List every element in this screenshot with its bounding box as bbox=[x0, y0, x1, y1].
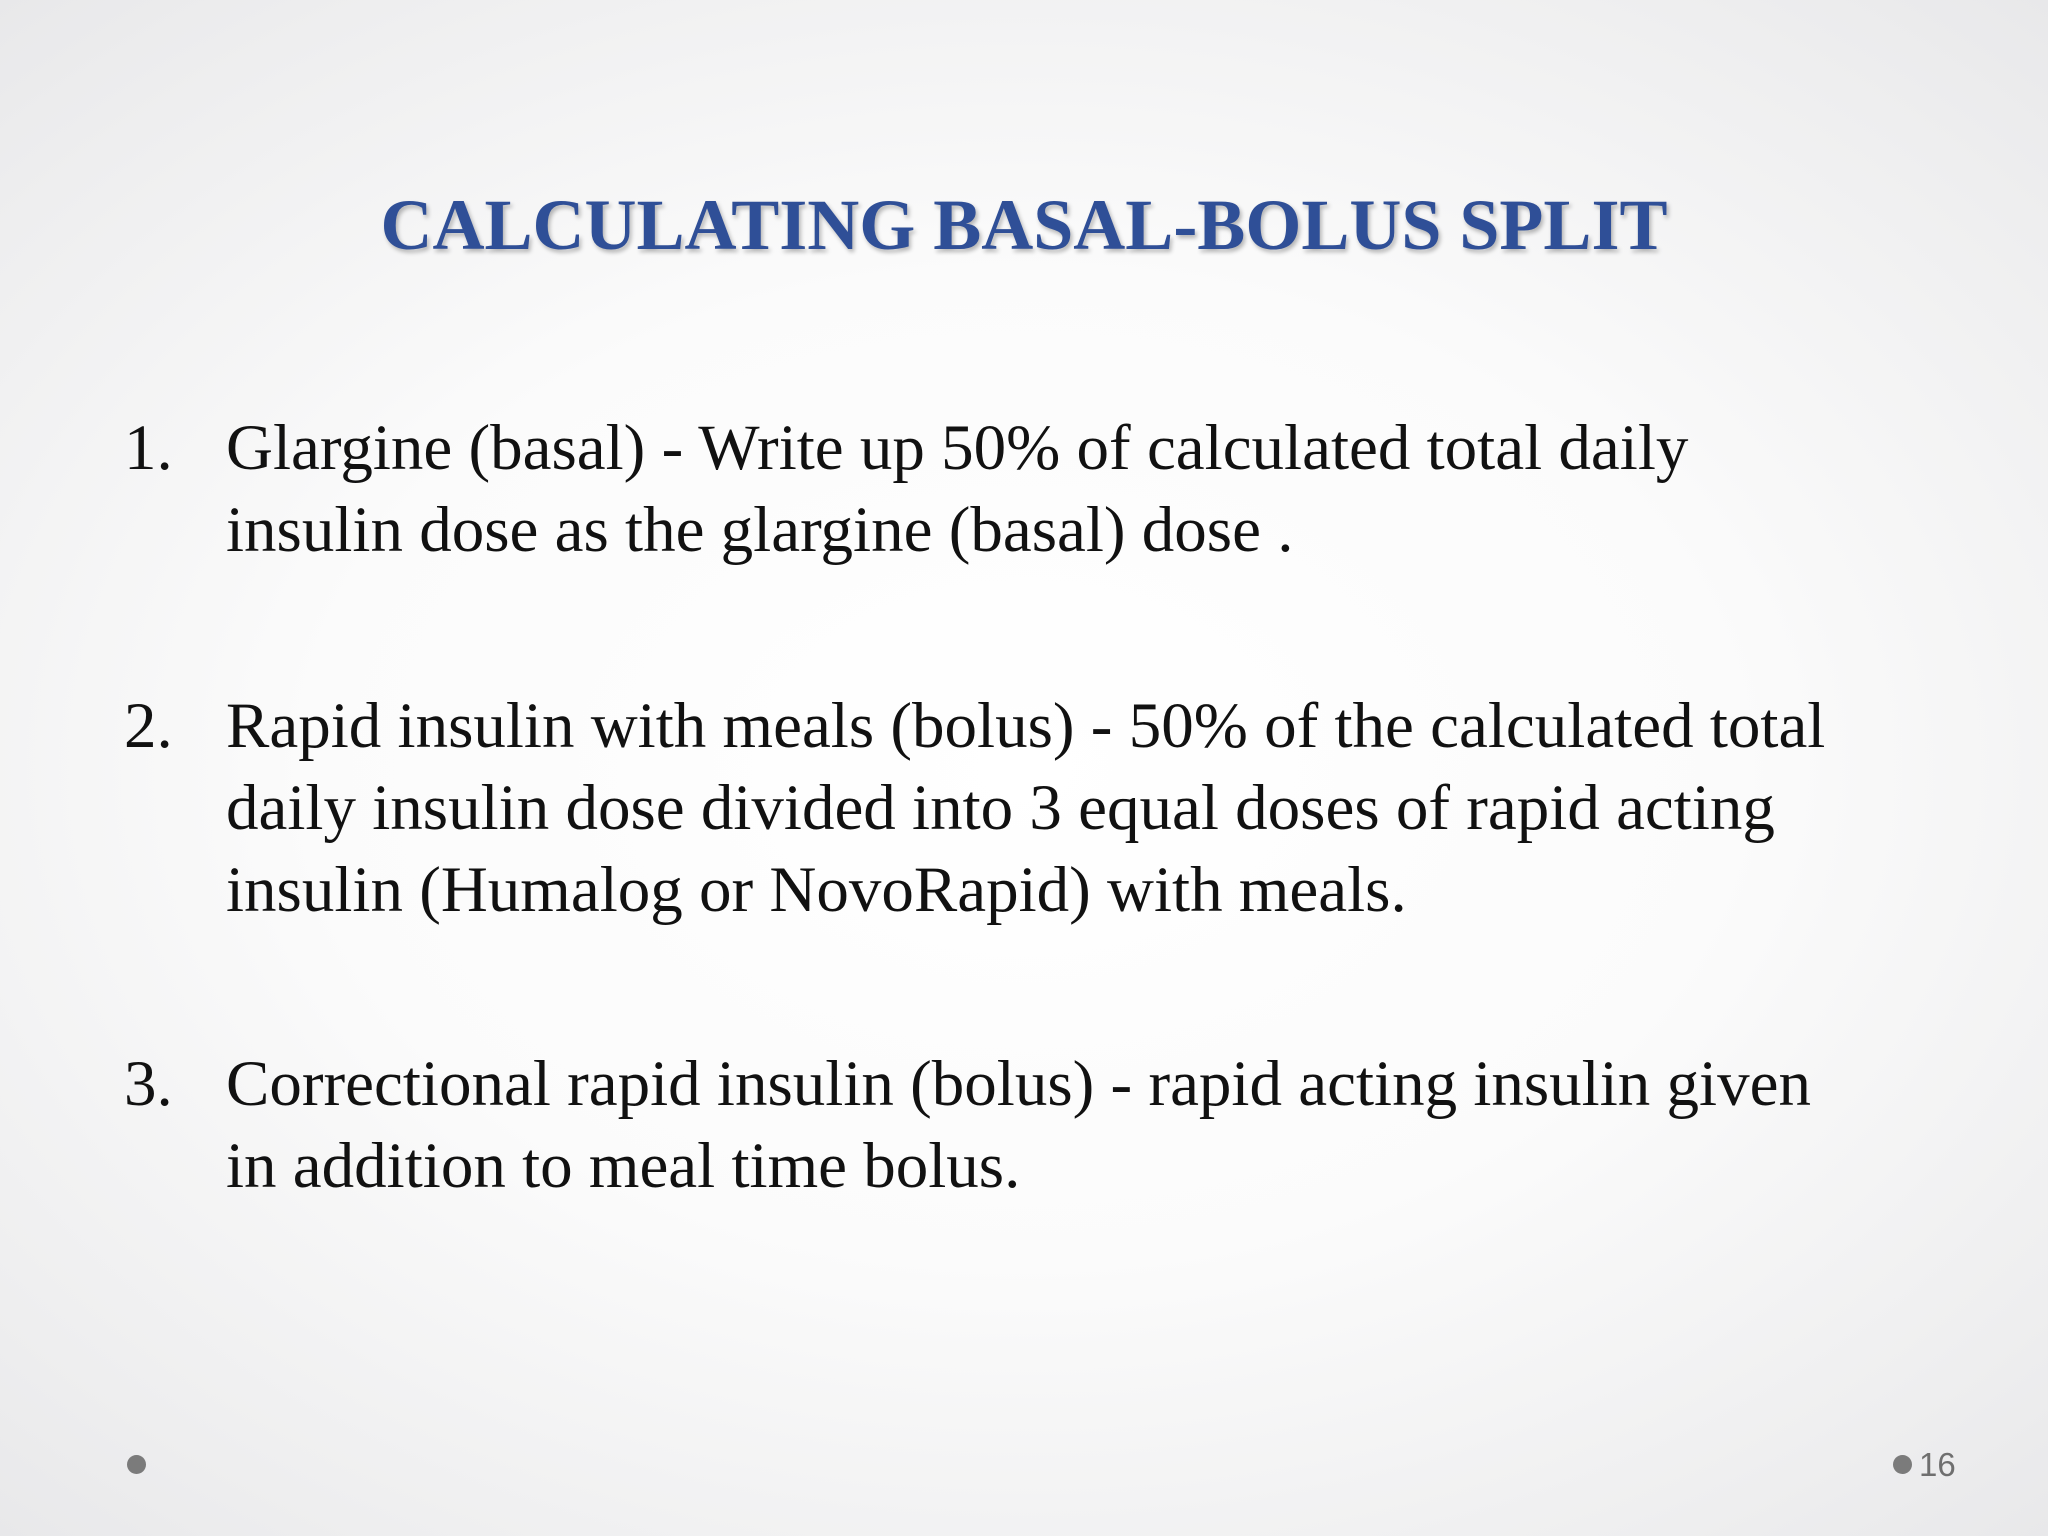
page-number: 16 bbox=[1919, 1446, 1956, 1483]
list-item-number: 3. bbox=[124, 1048, 173, 1120]
list-item-text: Correctional rapid insulin (bolus) - rapid acting insulin given in addition to meal time bolus. bbox=[226, 1048, 1811, 1202]
bullet-dot-icon bbox=[127, 1455, 146, 1474]
list-item bbox=[124, 1043, 1924, 1207]
list-item bbox=[124, 407, 1924, 571]
list-item-number: 1. bbox=[124, 412, 173, 484]
list-item bbox=[124, 685, 1924, 931]
bullet-dot-icon bbox=[1893, 1455, 1912, 1474]
list-item-text: Glargine (basal) - Write up 50% of calculated total daily insulin dose as the glargine (basal) dose . bbox=[226, 412, 1689, 566]
slide-title: CALCULATING BASAL-BOLUS SPLIT bbox=[380, 185, 1668, 265]
list-item-number: 2. bbox=[124, 690, 173, 762]
list-item-text: Rapid insulin with meals (bolus) - 50% of the calculated total daily insulin dose divided into 3 equal doses of rapid acting insulin (Humalog or NovoRapid) with meals. bbox=[226, 690, 1826, 926]
